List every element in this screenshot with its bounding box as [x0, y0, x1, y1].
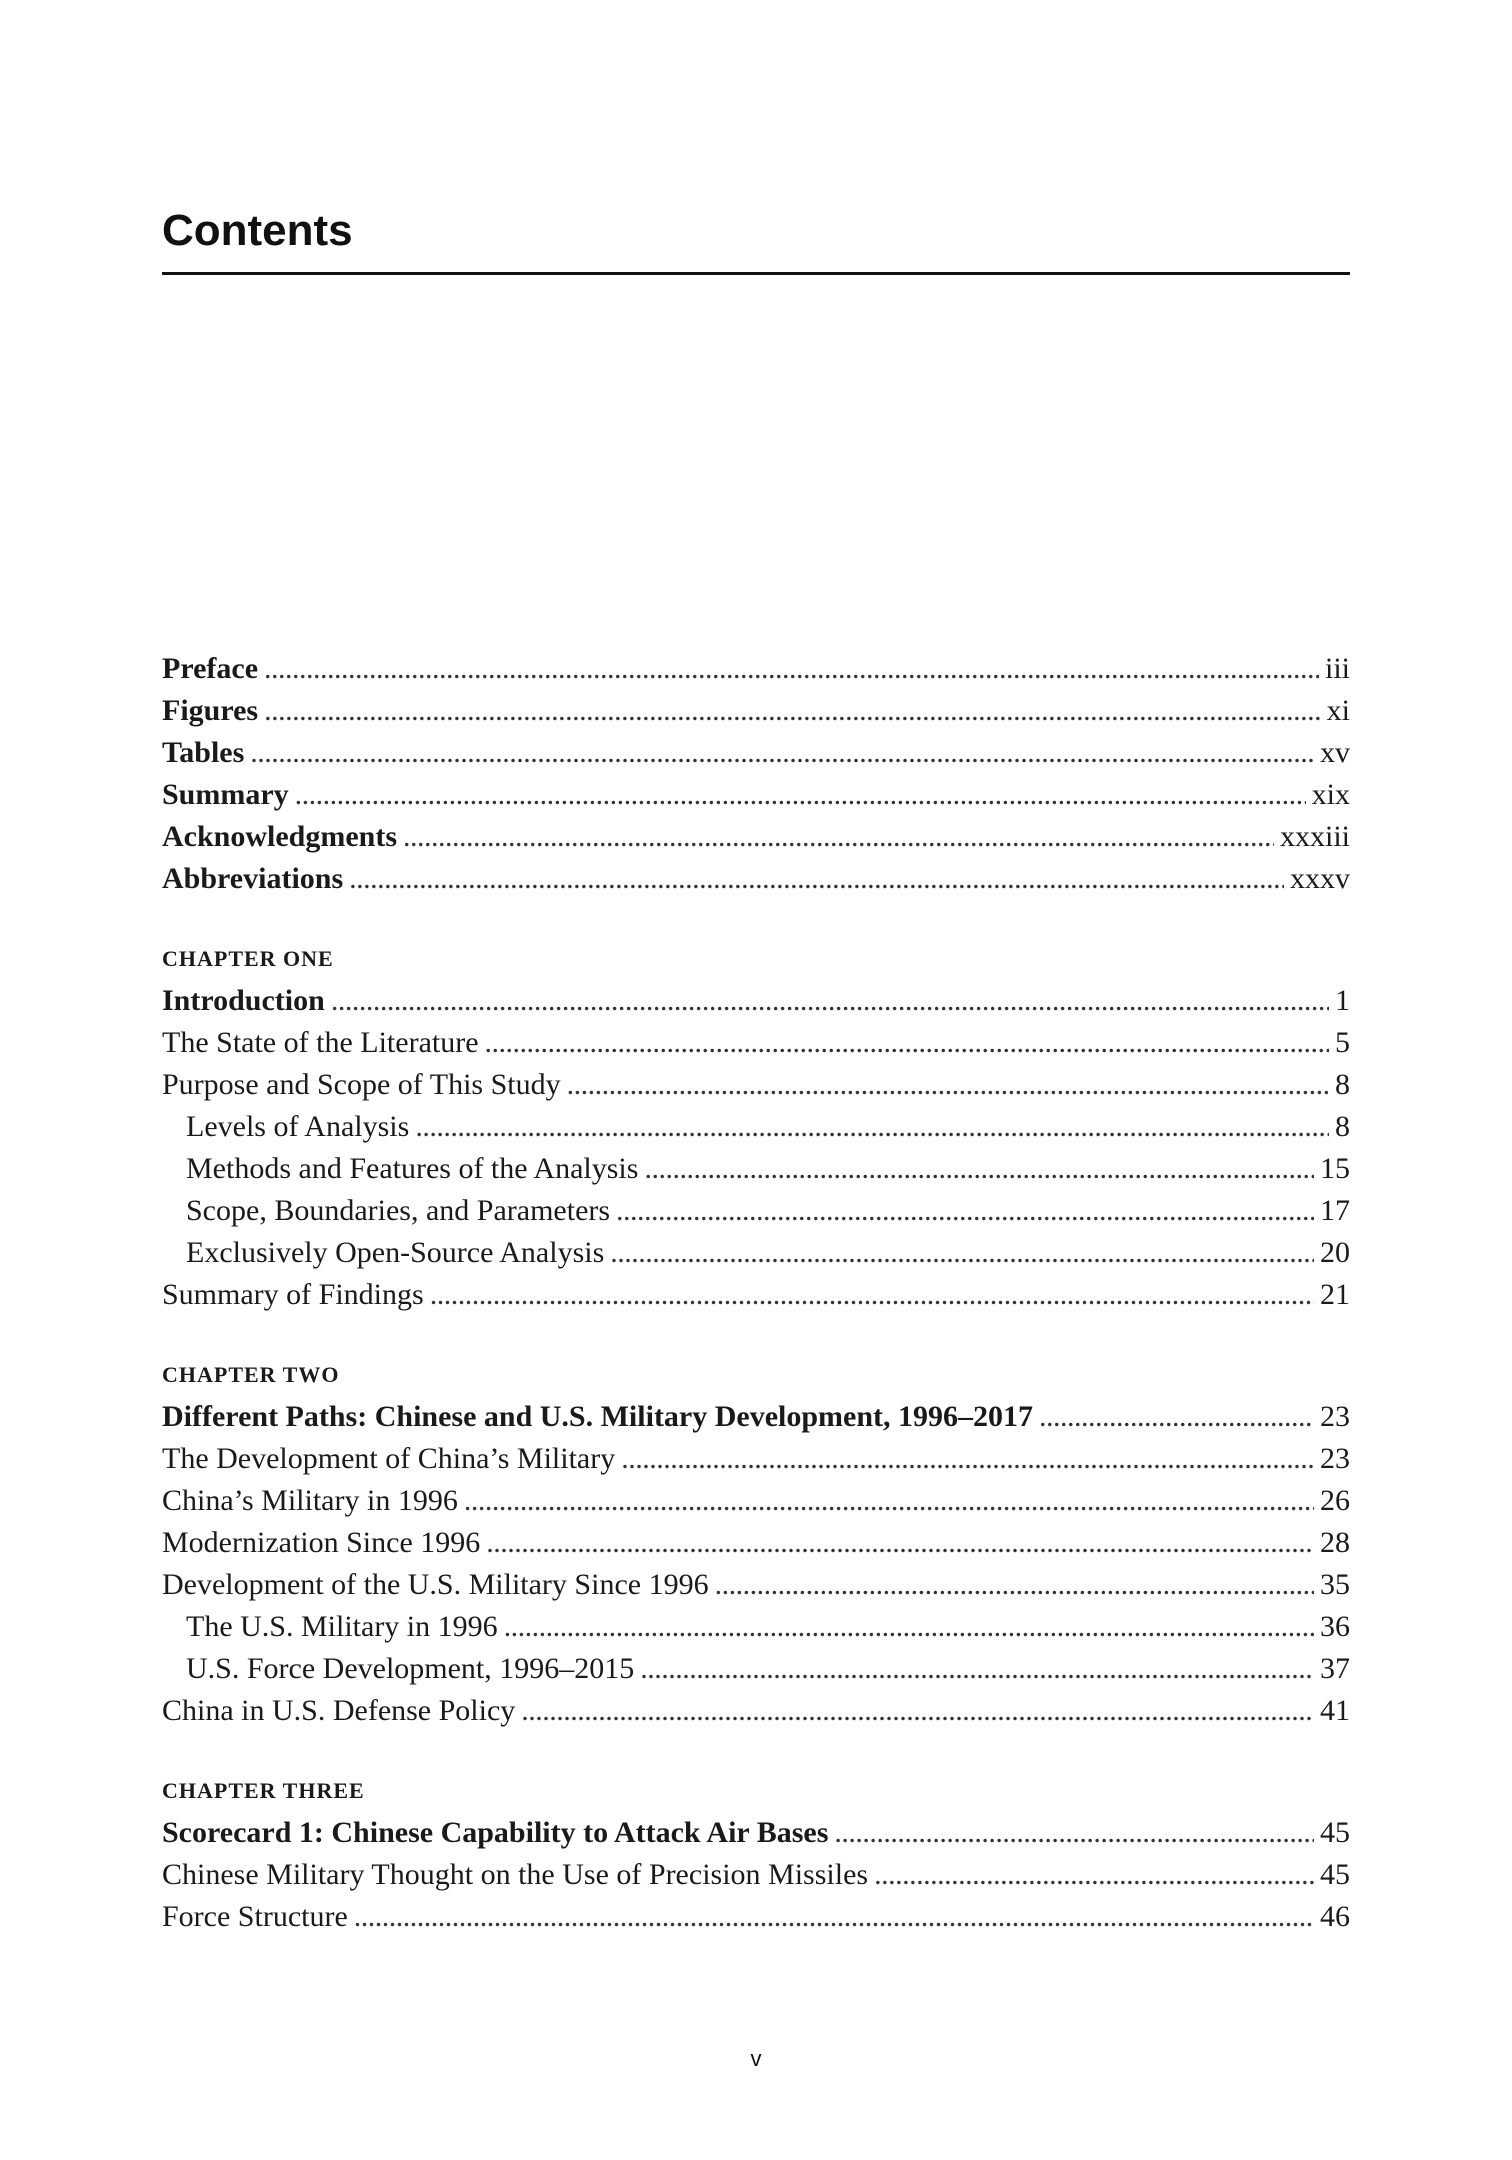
toc-entry[interactable]	[162, 1274, 1350, 1316]
toc-entry-label: Abbreviations	[162, 862, 344, 895]
toc-entry[interactable]	[162, 690, 1350, 732]
page-title: Contents	[162, 206, 353, 255]
dot-leader	[403, 816, 1274, 858]
toc-entry-label: Summary	[162, 778, 289, 811]
toc-subentry[interactable]	[162, 1106, 1350, 1148]
dot-leader	[354, 1896, 1314, 1938]
dot-leader	[874, 1854, 1314, 1896]
chapter-one-section	[162, 938, 1350, 1316]
toc-entry-page: iii	[1324, 652, 1350, 685]
dot-leader	[415, 1106, 1329, 1148]
toc-entry-page: 28	[1320, 1526, 1350, 1559]
dot-leader	[349, 858, 1284, 900]
toc-entry[interactable]	[162, 816, 1350, 858]
toc-entry[interactable]	[162, 1854, 1350, 1896]
toc-entry[interactable]	[162, 1896, 1350, 1938]
toc-entry[interactable]	[162, 774, 1350, 816]
chapter-heading: CHAPTER ONE	[162, 946, 334, 971]
dot-leader	[644, 1148, 1314, 1190]
toc-entry-label: Figures	[162, 694, 259, 727]
toc-entry-page: 21	[1320, 1278, 1350, 1311]
dot-leader	[504, 1606, 1314, 1648]
toc-entry-label: Different Paths: Chinese and U.S. Military Development, 1996–2017	[162, 1400, 1034, 1433]
toc-entry-page: xxxiii	[1279, 820, 1350, 853]
toc-entry-label: Chinese Military Thought on the Use of Precision Missiles	[162, 1858, 869, 1891]
toc-entry-page: 37	[1320, 1652, 1350, 1685]
toc-entry[interactable]	[162, 1812, 1350, 1854]
toc-entry-page: xi	[1326, 694, 1350, 727]
toc-subentry[interactable]	[162, 1190, 1350, 1232]
dot-leader	[295, 774, 1306, 816]
toc-entry-page: 15	[1320, 1152, 1350, 1185]
toc-entry[interactable]	[162, 1064, 1350, 1106]
table-of-contents	[162, 648, 1350, 1938]
toc-entry-label: The U.S. Military in 1996	[186, 1610, 498, 1643]
toc-entry-page: 20	[1320, 1236, 1350, 1269]
toc-entry-label: U.S. Force Development, 1996–2015	[186, 1652, 635, 1685]
dot-leader	[616, 1190, 1314, 1232]
toc-entry[interactable]	[162, 858, 1350, 900]
dot-leader	[834, 1812, 1314, 1854]
dot-leader	[464, 1480, 1314, 1522]
toc-entry-label: Acknowledgments	[162, 820, 398, 853]
toc-entry-label: China’s Military in 1996	[162, 1484, 458, 1517]
toc-entry-page: xxxv	[1290, 862, 1350, 895]
toc-entry-page: xv	[1320, 736, 1350, 769]
dot-leader	[567, 1064, 1329, 1106]
toc-entry-label: China in U.S. Defense Policy	[162, 1694, 516, 1727]
toc-entry-label: The State of the Literature	[162, 1026, 479, 1059]
dot-leader	[715, 1564, 1314, 1606]
chapter-three-section	[162, 1770, 1350, 1938]
toc-subentry[interactable]	[162, 1648, 1350, 1690]
toc-entry-label: Introduction	[162, 984, 325, 1017]
dot-leader	[250, 732, 1314, 774]
dot-leader	[1039, 1396, 1314, 1438]
toc-entry-page: 46	[1320, 1900, 1350, 1933]
toc-subentry[interactable]	[162, 1606, 1350, 1648]
toc-entry-page: 35	[1320, 1568, 1350, 1601]
toc-entry-page: 45	[1320, 1816, 1350, 1849]
toc-entry-label: Exclusively Open-Source Analysis	[186, 1236, 605, 1269]
dot-leader	[430, 1274, 1314, 1316]
toc-entry-page: 17	[1320, 1194, 1350, 1227]
toc-entry-page: 5	[1335, 1026, 1350, 1059]
toc-entry-label: Summary of Findings	[162, 1278, 424, 1311]
toc-entry-label: Scorecard 1: Chinese Capability to Attack Air Bases	[162, 1816, 829, 1849]
toc-entry-label: Force Structure	[162, 1900, 348, 1933]
toc-entry[interactable]	[162, 648, 1350, 690]
toc-entry-page: 45	[1320, 1858, 1350, 1891]
toc-entry-label: Purpose and Scope of This Study	[162, 1068, 561, 1101]
toc-entry-label: Development of the U.S. Military Since 1996	[162, 1568, 709, 1601]
toc-entry-label: Tables	[162, 736, 245, 769]
dot-leader	[485, 1022, 1329, 1064]
dot-leader	[621, 1438, 1314, 1480]
toc-subentry[interactable]	[162, 1148, 1350, 1190]
dot-leader	[264, 648, 1319, 690]
toc-entry-label: Modernization Since 1996	[162, 1526, 481, 1559]
toc-entry-page: 8	[1335, 1068, 1350, 1101]
toc-entry-label: Preface	[162, 652, 259, 685]
toc-entry-label: Levels of Analysis	[186, 1110, 410, 1143]
toc-entry[interactable]	[162, 1564, 1350, 1606]
toc-entry[interactable]	[162, 980, 1350, 1022]
toc-entry[interactable]	[162, 1022, 1350, 1064]
dot-leader	[264, 690, 1321, 732]
dot-leader	[331, 980, 1329, 1022]
toc-entry-page: 41	[1320, 1694, 1350, 1727]
toc-entry[interactable]	[162, 1480, 1350, 1522]
toc-entry[interactable]	[162, 732, 1350, 774]
toc-entry[interactable]	[162, 1690, 1350, 1732]
toc-entry-label: Methods and Features of the Analysis	[186, 1152, 639, 1185]
title-rule	[162, 272, 1350, 275]
toc-entry-page: xix	[1311, 778, 1350, 811]
front-matter-section	[162, 648, 1350, 900]
toc-entry[interactable]	[162, 1438, 1350, 1480]
dot-leader	[486, 1522, 1314, 1564]
toc-entry-page: 36	[1320, 1610, 1350, 1643]
dot-leader	[521, 1690, 1314, 1732]
toc-entry-page: 23	[1320, 1442, 1350, 1475]
toc-entry-label: The Development of China’s Military	[162, 1442, 616, 1475]
page-number: v	[750, 2046, 762, 2071]
toc-entry-page: 8	[1335, 1110, 1350, 1143]
toc-entry-page: 26	[1320, 1484, 1350, 1517]
toc-entry[interactable]	[162, 1396, 1350, 1438]
dot-leader	[640, 1648, 1314, 1690]
toc-entry[interactable]	[162, 1522, 1350, 1564]
chapter-heading: CHAPTER TWO	[162, 1362, 340, 1387]
dot-leader	[610, 1232, 1314, 1274]
chapter-heading: CHAPTER THREE	[162, 1778, 365, 1803]
toc-entry-label: Scope, Boundaries, and Parameters	[186, 1194, 611, 1227]
toc-entry-page: 23	[1320, 1400, 1350, 1433]
toc-subentry[interactable]	[162, 1232, 1350, 1274]
toc-entry-page: 1	[1335, 984, 1350, 1017]
chapter-two-section	[162, 1354, 1350, 1732]
